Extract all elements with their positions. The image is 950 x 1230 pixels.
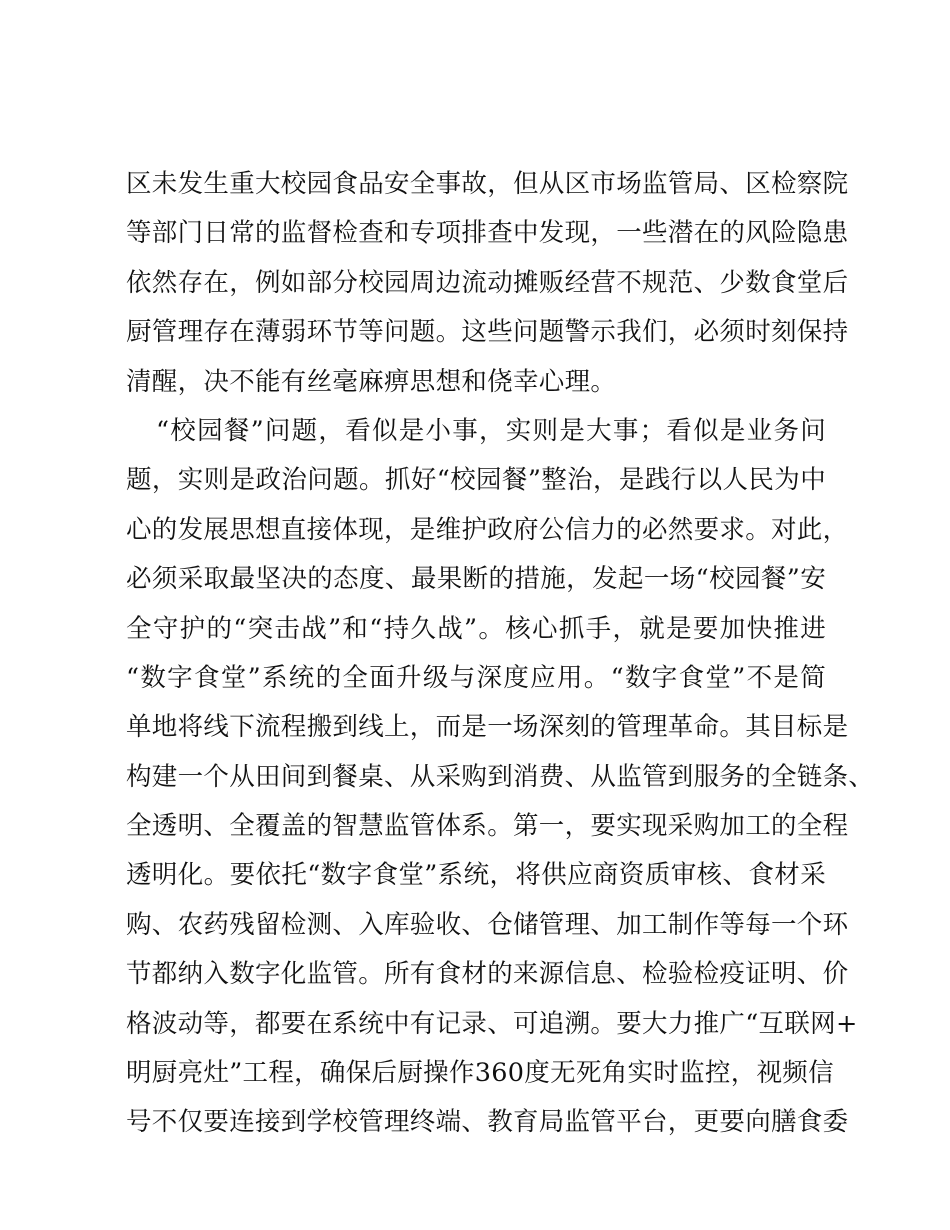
text-line: “数字食堂”系统的全面升级与深度应用。“数字食堂”不是简 xyxy=(126,662,826,693)
text-line: 号不仅要连接到学校管理终端、教育局监管平台，更要向膳食委 xyxy=(126,1107,849,1138)
text-line: 明厨亮灶”工程，确保后厨操作360度无死角实时监控，视频信 xyxy=(126,1058,834,1089)
text-line: 透明化。要依托“数字食堂”系统，将供应商资质审核、食材采 xyxy=(126,860,826,891)
text-line: 题，实则是政治问题。抓好“校园餐”整治，是践行以人民为中 xyxy=(126,465,826,496)
text-line: 格波动等，都要在系统中有记录、可追溯。要大力推广“互联网+ xyxy=(126,1008,858,1039)
text-line: 全守护的“突击战”和“持久战”。核心抓手，就是要加快推进 xyxy=(126,613,826,644)
text-line: 等部门日常的监督检查和专项排查中发现，一些潜在的风险隐患 xyxy=(126,218,849,249)
text-line: 构建一个从田间到餐桌、从采购到消费、从监管到服务的全链条、 xyxy=(126,761,875,792)
text-line: 购、农药残留检测、入库验收、仓储管理、加工制作等每一个环 xyxy=(126,909,849,940)
text-line: 清醒，决不能有丝毫麻痹思想和侥幸心理。 xyxy=(126,366,617,397)
text-line: 心的发展思想直接体现，是维护政府公信力的必然要求。对此， xyxy=(126,514,849,545)
text-line: 单地将线下流程搬到线上，而是一场深刻的管理革命。其目标是 xyxy=(126,712,849,743)
text-line: 全透明、全覆盖的智慧监管体系。第一，要实现采购加工的全程 xyxy=(126,811,849,842)
text-line: 节都纳入数字化监管。所有食材的来源信息、检验检疫证明、价 xyxy=(126,959,849,990)
text-line: 依然存在，例如部分校园周边流动摊贩经营不规范、少数食堂后 xyxy=(126,267,849,298)
text-line: 厨管理存在薄弱环节等问题。这些问题警示我们，必须时刻保持 xyxy=(126,317,849,348)
body-text xyxy=(126,160,875,1148)
text-line: “校园餐”问题，看似是小事，实则是大事；看似是业务问 xyxy=(156,415,826,446)
text-line: 区未发生重大校园食品安全事故，但从区市场监管局、区检察院 xyxy=(126,169,849,199)
text-line: 必须采取最坚决的态度、最果断的措施，发起一场“校园餐”安 xyxy=(126,564,826,595)
